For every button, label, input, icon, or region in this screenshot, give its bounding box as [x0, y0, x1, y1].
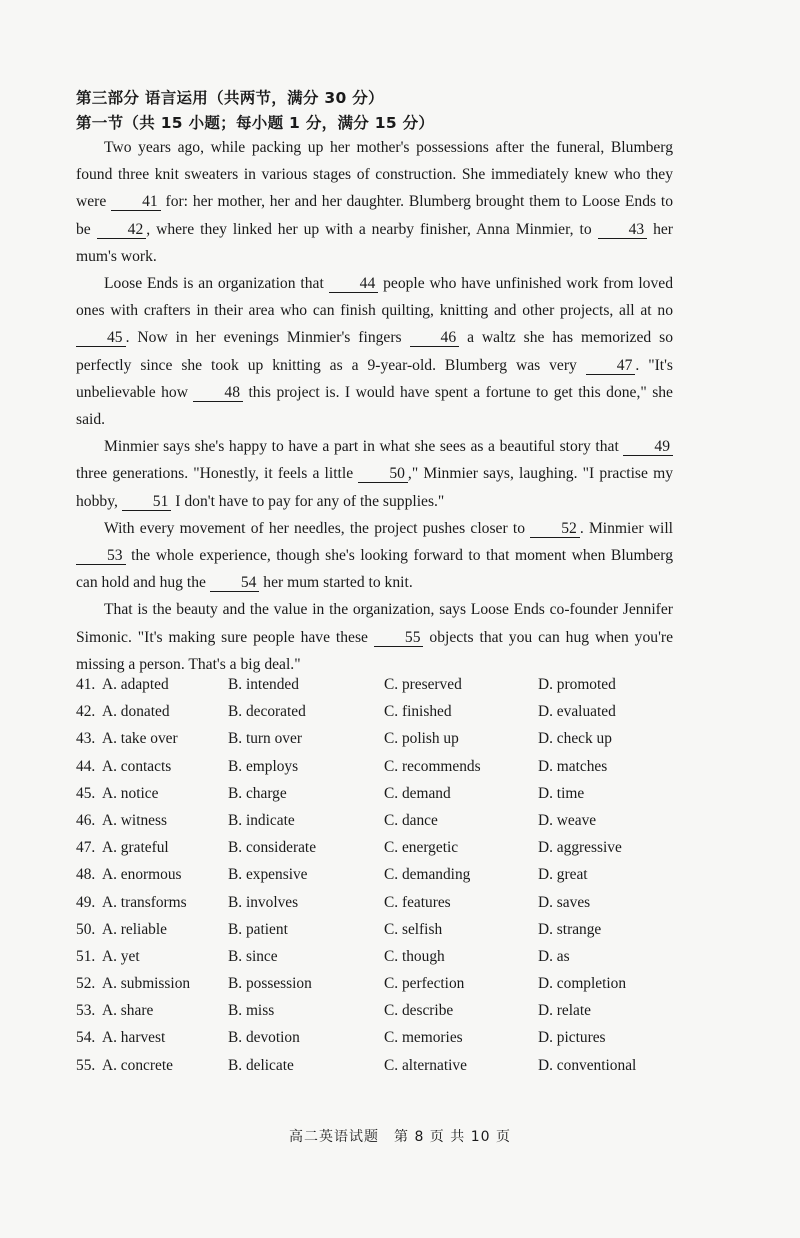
blank-42: 42 [97, 222, 147, 239]
passage-text: her mum started to knit. [259, 574, 413, 592]
passage-text: this project is. I would have spent a fortune to get this done," she said. [76, 383, 673, 429]
passage-text: Two years ago, while packing up her mother's possessions after the funeral, Blumberg found three knit sweaters in various stages of construction. She immediately knew who they were [76, 139, 673, 211]
passage-paragraph [76, 433, 673, 515]
passage-text: a waltz she has memorized so perfectly since she took up knitting as a 9-year-old. Blumberg was very [76, 329, 673, 374]
option-d: D. evaluated [538, 703, 616, 721]
passage-paragraph [76, 270, 673, 433]
cloze-passage [76, 134, 673, 678]
option-d: D. as [538, 947, 570, 965]
option-d: D. relate [538, 1002, 591, 1020]
option-row [76, 700, 696, 727]
question-number: 55. [76, 1056, 96, 1074]
option-b: B. considerate [228, 839, 317, 857]
option-c: C. polish up [384, 730, 459, 748]
option-d: D. pictures [538, 1029, 606, 1047]
blank-53: 53 [76, 548, 126, 565]
passage-text: . Minmier will [579, 519, 673, 537]
passage-text: With every movement of her needles, the project pushes closer to [104, 519, 531, 537]
blank-41: 41 [111, 194, 161, 211]
option-c: C. preserved [384, 676, 462, 693]
option-c: C. memories [384, 1029, 463, 1047]
option-a: A. grateful [102, 839, 169, 857]
option-a: A. reliable [102, 920, 167, 938]
option-b: B. intended [228, 676, 299, 693]
option-c: C. recommends [384, 757, 481, 775]
passage-text: her mum's work. [76, 220, 673, 265]
question-number: 47. [76, 839, 96, 857]
passage-text: That is the beauty and the value in the organization, says Loose Ends co-founder Jennifer Simonic. "It's making sure people have these [76, 601, 673, 646]
blank-50: 50 [358, 466, 408, 483]
question-number: 48. [76, 866, 96, 884]
blank-46: 46 [410, 330, 460, 347]
option-c: C. perfection [384, 975, 465, 993]
option-row [76, 809, 696, 836]
option-b: B. charge [228, 784, 287, 802]
option-c: C. energetic [384, 839, 459, 857]
option-a: A. transforms [102, 893, 187, 911]
option-a: A. concrete [102, 1056, 173, 1074]
option-a: A. yet [102, 947, 140, 965]
blank-44: 44 [329, 276, 379, 293]
option-d: D. saves [538, 893, 591, 911]
option-row [76, 972, 696, 999]
option-d: D. great [538, 866, 588, 884]
option-d: D. aggressive [538, 839, 622, 857]
option-row [76, 727, 696, 754]
passage-text: the whole experience, though she's looking forward to that moment when Blumberg can hold and hug the [76, 547, 673, 592]
option-a: A. notice [102, 784, 159, 802]
passage-text: . "It's unbelievable how [76, 356, 673, 401]
passage-paragraph [76, 134, 673, 270]
option-c: C. though [384, 947, 445, 965]
passage-text: Loose Ends is an organization that [104, 275, 329, 293]
passage-text: I don't have to pay for any of the supplies." [171, 492, 445, 510]
option-b: B. involves [228, 893, 299, 911]
option-d: D. matches [538, 757, 608, 775]
blank-55: 55 [374, 630, 424, 647]
question-number: 41. [76, 676, 96, 693]
option-row [76, 755, 696, 782]
option-c: C. features [384, 893, 451, 911]
passage-text: Minmier says she's happy to have a part in what she sees as a beautiful story that [104, 438, 624, 456]
option-c: C. alternative [384, 1056, 467, 1074]
option-c: C. demanding [384, 866, 471, 884]
option-a: A. contacts [102, 757, 172, 775]
passage-text: objects that you can hug when you're missing a person. That's a big deal." [76, 628, 673, 673]
option-c: C. selfish [384, 920, 443, 938]
question-number: 51. [76, 947, 96, 965]
option-row [76, 945, 696, 972]
option-b: B. since [228, 947, 278, 965]
option-c: C. demand [384, 784, 451, 802]
option-c: C. dance [384, 811, 438, 829]
blank-48: 48 [193, 385, 243, 402]
blank-51: 51 [122, 494, 172, 511]
question-number: 53. [76, 1002, 96, 1020]
option-row [76, 863, 696, 890]
section-title: 第一节（共 15 小题；每小题 1 分，满分 15 分） [76, 114, 435, 132]
option-c: C. describe [384, 1002, 454, 1020]
option-b: B. indicate [228, 811, 295, 829]
passage-text: ," Minmier says, laughing. "I practise my hobby, [76, 465, 673, 510]
option-row [76, 999, 696, 1026]
option-row [76, 918, 696, 945]
option-d: D. promoted [538, 676, 616, 693]
question-number: 52. [76, 975, 96, 993]
question-number: 45. [76, 784, 96, 802]
option-a: A. adapted [102, 676, 169, 693]
option-a: A. witness [102, 811, 167, 829]
option-row [76, 782, 696, 809]
passage-paragraph [76, 515, 673, 597]
option-d: D. check up [538, 730, 612, 748]
blank-45: 45 [76, 330, 126, 347]
option-a: A. harvest [102, 1029, 166, 1047]
option-b: B. patient [228, 920, 288, 938]
question-number: 49. [76, 893, 96, 911]
blank-43: 43 [598, 222, 648, 239]
option-row [76, 891, 696, 918]
option-a: A. donated [102, 703, 170, 721]
option-d: D. time [538, 784, 585, 802]
option-b: B. devotion [228, 1029, 300, 1047]
passage-text: , where they linked her up with a nearby finisher, Anna Minmier, to [146, 220, 598, 238]
option-a: A. submission [102, 975, 191, 993]
option-row [76, 1054, 696, 1081]
answer-options [76, 673, 696, 1081]
option-row [76, 673, 696, 700]
blank-54: 54 [210, 575, 260, 592]
passage-text: three generations. "Honestly, it feels a little [76, 465, 359, 483]
blank-47: 47 [586, 358, 636, 375]
passage-text: . Now in her evenings Minmier's fingers [125, 329, 410, 347]
option-row [76, 1026, 696, 1053]
option-b: B. decorated [228, 703, 306, 721]
option-b: B. turn over [228, 730, 302, 748]
option-d: D. strange [538, 920, 602, 938]
question-number: 43. [76, 730, 96, 748]
option-d: D. weave [538, 811, 597, 829]
option-d: D. completion [538, 975, 627, 993]
option-row [76, 836, 696, 863]
option-b: B. possession [228, 975, 312, 993]
option-a: A. take over [102, 730, 178, 748]
passage-text: for: her mother, her and her daughter. Blumberg brought them to Loose Ends to be [76, 193, 673, 238]
option-d: D. conventional [538, 1056, 637, 1074]
option-a: A. share [102, 1002, 154, 1020]
page-footer: 高二英语试题 第 8 页 共 10 页 [289, 1129, 511, 1145]
question-number: 50. [76, 920, 96, 938]
option-b: B. expensive [228, 866, 308, 884]
option-c: C. finished [384, 703, 452, 721]
question-number: 44. [76, 757, 96, 775]
question-number: 54. [76, 1029, 96, 1047]
option-b: B. miss [228, 1002, 275, 1020]
option-b: B. delicate [228, 1056, 294, 1074]
blank-49: 49 [623, 439, 673, 456]
question-number: 46. [76, 811, 96, 829]
passage-text: people who have unfinished work from loved ones with crafters in their area who can finish quilting, knitting and other projects, all at no [76, 275, 673, 320]
option-b: B. employs [228, 757, 299, 775]
question-number: 42. [76, 703, 96, 721]
option-a: A. enormous [102, 866, 182, 884]
blank-52: 52 [530, 521, 580, 538]
passage-paragraph [76, 596, 673, 678]
part-title: 第三部分 语言运用（共两节，满分 30 分） [76, 89, 384, 107]
